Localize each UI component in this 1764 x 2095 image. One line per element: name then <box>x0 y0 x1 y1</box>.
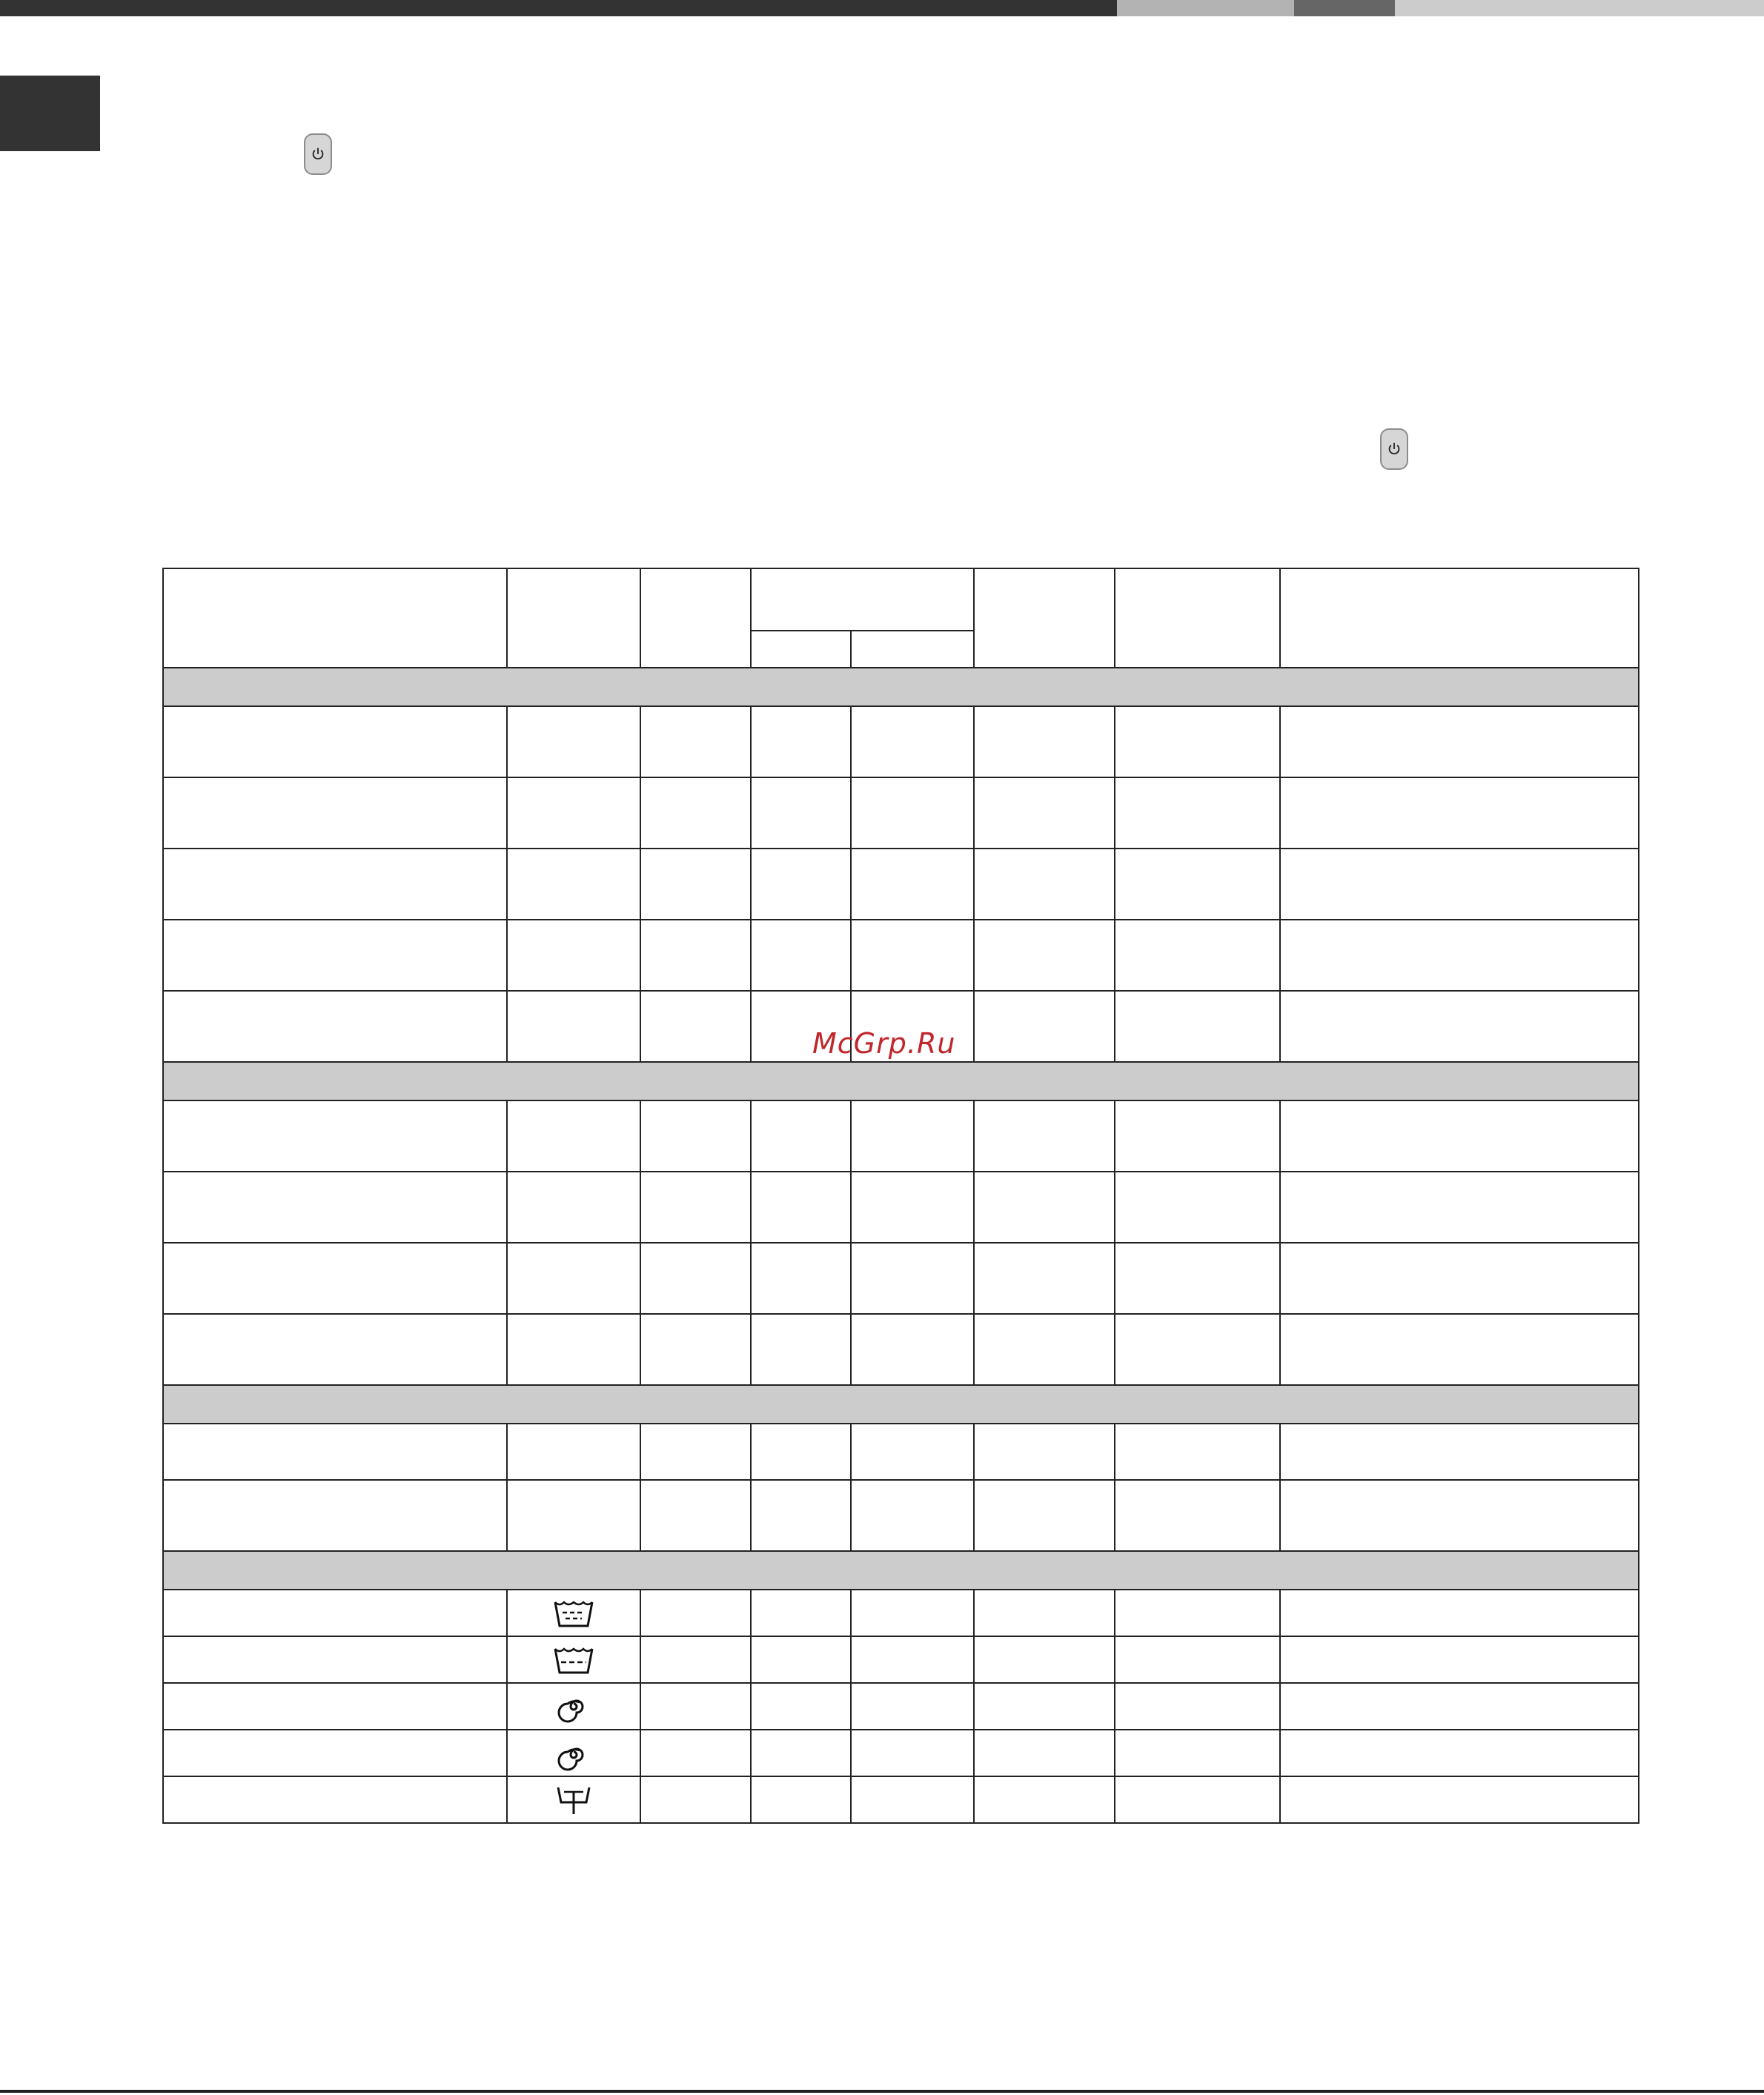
top-color-bar <box>0 0 1764 16</box>
table-row <box>163 849 1639 920</box>
power-button[interactable] <box>304 133 332 175</box>
table-row <box>163 920 1639 991</box>
top-bar-charcoal-segment <box>1294 0 1395 16</box>
group-header-cell <box>163 1062 1639 1100</box>
header-cell <box>1280 568 1639 668</box>
header-subcell <box>751 631 851 668</box>
top-bar-grey-segment <box>1117 0 1294 16</box>
table-row <box>163 1730 1639 1776</box>
header-subcell <box>851 631 974 668</box>
table-row <box>163 777 1639 849</box>
table-row <box>163 1480 1639 1551</box>
wash-tub-dashes-icon <box>551 1595 597 1632</box>
drain-icon <box>551 1782 597 1819</box>
symbol-cell <box>507 1776 640 1823</box>
header-cell <box>1115 568 1280 668</box>
table-row <box>163 1243 1639 1314</box>
symbol-cell <box>507 1730 640 1776</box>
group-header-row <box>163 668 1639 706</box>
header-cell <box>507 568 640 668</box>
power-icon <box>1386 441 1402 457</box>
spiral-spin-icon <box>551 1688 597 1725</box>
header-cell <box>974 568 1115 668</box>
table-row <box>163 1776 1639 1823</box>
group-header-cell <box>163 1385 1639 1424</box>
symbol-cell <box>507 1636 640 1683</box>
header-cell-grouped <box>751 568 974 631</box>
bottom-rule <box>0 2090 1764 2093</box>
table-row <box>163 1683 1639 1730</box>
table-row <box>163 1172 1639 1243</box>
top-bar-dark-segment <box>0 0 1117 16</box>
table-row <box>163 1424 1639 1480</box>
group-header-cell <box>163 668 1639 706</box>
wash-tub-dashed-line-icon <box>551 1641 597 1679</box>
group-header-row <box>163 1062 1639 1100</box>
section-side-tab <box>0 76 100 151</box>
group-header-row <box>163 1385 1639 1424</box>
symbol-cell <box>507 1683 640 1730</box>
group-header-row <box>163 1551 1639 1590</box>
table-row <box>163 1590 1639 1636</box>
table-row <box>163 706 1639 777</box>
table-row <box>163 1100 1639 1172</box>
table-row <box>163 1314 1639 1385</box>
header-cell <box>163 568 507 668</box>
table-row <box>163 1636 1639 1683</box>
header-cell <box>640 568 751 668</box>
top-bar-light-segment <box>1395 0 1764 16</box>
table-header-row <box>163 568 1639 631</box>
symbol-cell <box>507 1590 640 1636</box>
watermark-text: McGrp.Ru <box>812 1027 956 1060</box>
power-button-secondary[interactable] <box>1380 428 1408 470</box>
programme-table <box>162 568 1639 1824</box>
group-header-cell <box>163 1551 1639 1590</box>
spiral-spin-icon <box>551 1735 597 1772</box>
power-icon <box>310 146 326 162</box>
